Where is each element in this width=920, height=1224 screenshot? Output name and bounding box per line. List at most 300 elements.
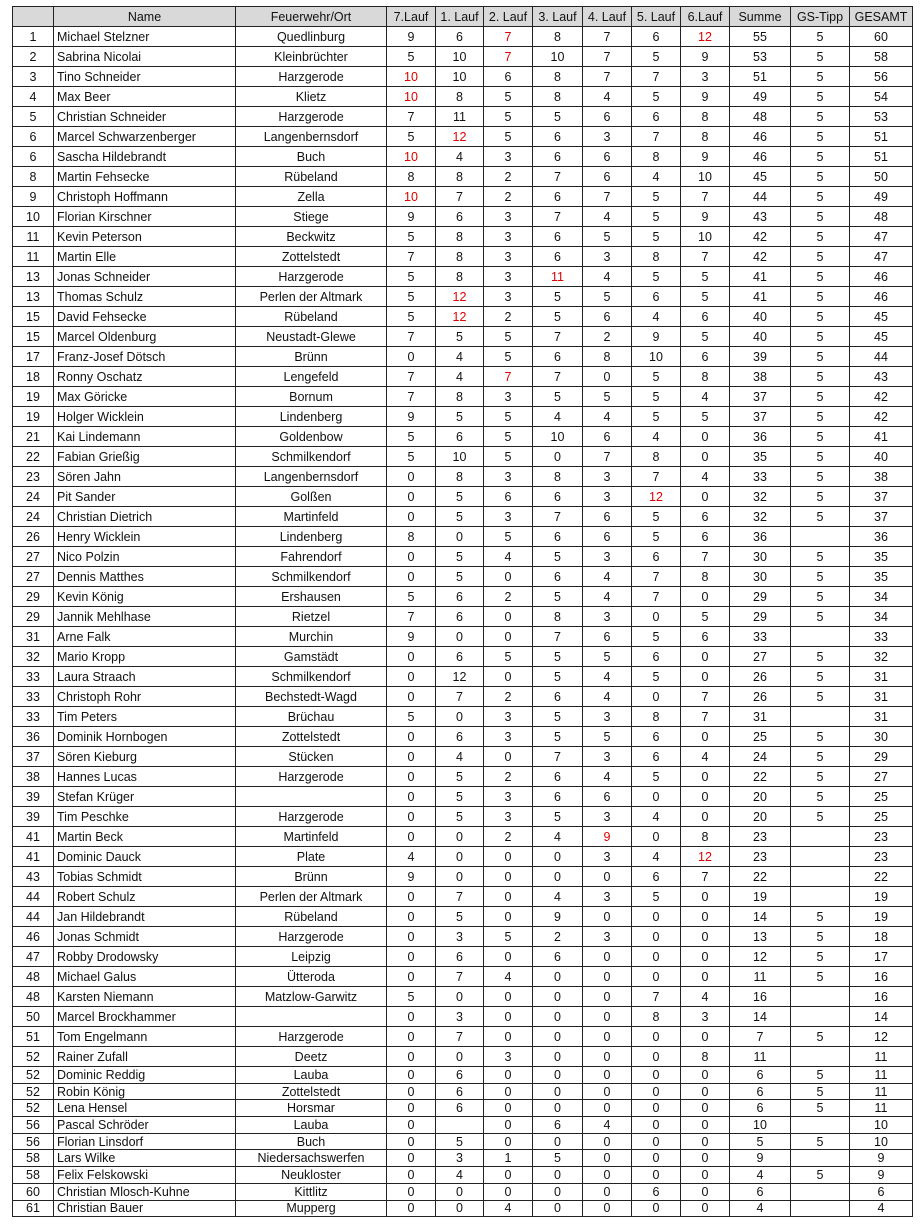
cell-name: Felix Felskowski (54, 1167, 236, 1184)
cell-fire-brigade: Harzgerode (236, 107, 387, 127)
cell-run-6: 0 (681, 427, 730, 447)
cell-run-1: 8 (436, 87, 484, 107)
table-row (13, 467, 913, 487)
cell-run-3: 0 (533, 1007, 583, 1027)
cell-fire-brigade: Plate (236, 847, 387, 867)
cell-run-5: 0 (632, 1083, 681, 1100)
cell-run-3: 6 (533, 787, 583, 807)
cell-sum: 37 (730, 387, 791, 407)
cell-run-1: 6 (436, 1100, 484, 1117)
cell-fire-brigade: Zottelstedt (236, 247, 387, 267)
cell-rank: 29 (13, 607, 54, 627)
cell-run-6: 6 (681, 307, 730, 327)
cell-gs-tip (791, 987, 850, 1007)
cell-total: 19 (850, 907, 913, 927)
cell-run-2: 5 (484, 327, 533, 347)
cell-rank: 38 (13, 767, 54, 787)
cell-run-1: 7 (436, 967, 484, 987)
cell-run-2: 0 (484, 567, 533, 587)
cell-run-6: 0 (681, 1150, 730, 1167)
cell-name: Michael Galus (54, 967, 236, 987)
cell-run-5: 0 (632, 1027, 681, 1047)
cell-run-7: 7 (387, 327, 436, 347)
cell-run-6: 0 (681, 787, 730, 807)
cell-run-3: 6 (533, 1117, 583, 1134)
cell-rank: 58 (13, 1150, 54, 1167)
cell-run-2: 7 (484, 367, 533, 387)
cell-fire-brigade: Lengefeld (236, 367, 387, 387)
cell-rank: 11 (13, 247, 54, 267)
cell-run-7: 7 (387, 247, 436, 267)
table-row (13, 407, 913, 427)
cell-run-1: 3 (436, 927, 484, 947)
cell-rank: 43 (13, 867, 54, 887)
cell-run-3: 6 (533, 567, 583, 587)
cell-fire-brigade: Beckwitz (236, 227, 387, 247)
cell-run-6: 4 (681, 747, 730, 767)
cell-gs-tip: 5 (791, 1100, 850, 1117)
cell-gs-tip: 5 (791, 607, 850, 627)
cell-total: 35 (850, 567, 913, 587)
cell-run-2: 0 (484, 987, 533, 1007)
cell-run-4: 3 (583, 547, 632, 567)
cell-run-1: 6 (436, 947, 484, 967)
cell-total: 58 (850, 47, 913, 67)
cell-run-4: 0 (583, 1167, 632, 1184)
cell-run-4: 4 (583, 207, 632, 227)
cell-sum: 53 (730, 47, 791, 67)
cell-name: Christian Mlosch-Kuhne (54, 1183, 236, 1200)
cell-run-6: 0 (681, 727, 730, 747)
table-row (13, 47, 913, 67)
cell-rank: 22 (13, 447, 54, 467)
cell-run-1: 7 (436, 887, 484, 907)
cell-fire-brigade: Lauba (236, 1117, 387, 1134)
cell-run-5: 5 (632, 387, 681, 407)
cell-gs-tip: 5 (791, 147, 850, 167)
cell-name: Florian Kirschner (54, 207, 236, 227)
cell-name: Henry Wicklein (54, 527, 236, 547)
cell-run-1: 4 (436, 147, 484, 167)
cell-run-6: 8 (681, 827, 730, 847)
cell-run-3: 9 (533, 907, 583, 927)
cell-run-6: 6 (681, 347, 730, 367)
cell-name: Nico Polzin (54, 547, 236, 567)
cell-run-5: 5 (632, 767, 681, 787)
cell-run-5: 6 (632, 867, 681, 887)
cell-run-4: 7 (583, 67, 632, 87)
cell-total: 51 (850, 127, 913, 147)
table-row (13, 307, 913, 327)
table-row (13, 587, 913, 607)
cell-run-4: 3 (583, 847, 632, 867)
cell-name: Mario Kropp (54, 647, 236, 667)
cell-run-1: 0 (436, 847, 484, 867)
cell-run-1: 10 (436, 67, 484, 87)
cell-total: 47 (850, 227, 913, 247)
cell-total: 40 (850, 447, 913, 467)
cell-run-6: 0 (681, 887, 730, 907)
cell-name: Franz-Josef Dötsch (54, 347, 236, 367)
cell-run-7: 0 (387, 1167, 436, 1184)
cell-run-6: 7 (681, 687, 730, 707)
cell-run-1: 5 (436, 487, 484, 507)
cell-run-4: 7 (583, 27, 632, 47)
cell-run-5: 0 (632, 1100, 681, 1117)
cell-fire-brigade (236, 787, 387, 807)
cell-fire-brigade: Lauba (236, 1067, 387, 1084)
cell-sum: 6 (730, 1067, 791, 1084)
cell-name: Jonas Schneider (54, 267, 236, 287)
cell-run-7: 10 (387, 67, 436, 87)
table-row (13, 1167, 913, 1184)
cell-run-3: 6 (533, 187, 583, 207)
cell-total: 17 (850, 947, 913, 967)
cell-run-6: 8 (681, 367, 730, 387)
cell-total: 25 (850, 807, 913, 827)
cell-name: Stefan Krüger (54, 787, 236, 807)
cell-run-1: 8 (436, 387, 484, 407)
cell-fire-brigade: Ershausen (236, 587, 387, 607)
cell-run-7: 5 (387, 587, 436, 607)
cell-run-3: 0 (533, 1083, 583, 1100)
cell-run-6: 8 (681, 1047, 730, 1067)
cell-run-3: 5 (533, 287, 583, 307)
table-row (13, 1100, 913, 1117)
cell-rank: 1 (13, 27, 54, 47)
cell-name: Lena Hensel (54, 1100, 236, 1117)
cell-sum: 46 (730, 127, 791, 147)
cell-run-4: 4 (583, 687, 632, 707)
cell-fire-brigade: Brünn (236, 347, 387, 367)
cell-fire-brigade: Rietzel (236, 607, 387, 627)
cell-name: Marcel Schwarzenberger (54, 127, 236, 147)
cell-run-3: 0 (533, 1067, 583, 1084)
cell-run-3: 8 (533, 467, 583, 487)
cell-run-6: 5 (681, 407, 730, 427)
cell-run-7: 0 (387, 487, 436, 507)
cell-gs-tip: 5 (791, 547, 850, 567)
table-row (13, 1083, 913, 1100)
cell-name: Robin König (54, 1083, 236, 1100)
cell-run-7: 10 (387, 87, 436, 107)
cell-run-5: 0 (632, 967, 681, 987)
cell-run-3: 5 (533, 387, 583, 407)
cell-rank: 44 (13, 907, 54, 927)
cell-run-3: 5 (533, 307, 583, 327)
cell-rank: 6 (13, 127, 54, 147)
cell-run-2: 0 (484, 1007, 533, 1027)
cell-run-4: 0 (583, 867, 632, 887)
cell-run-6: 0 (681, 647, 730, 667)
cell-run-2: 0 (484, 607, 533, 627)
table-row (13, 67, 913, 87)
cell-total: 9 (850, 1167, 913, 1184)
cell-run-6: 0 (681, 947, 730, 967)
cell-run-4: 0 (583, 1183, 632, 1200)
cell-sum: 4 (730, 1200, 791, 1217)
cell-run-3: 7 (533, 747, 583, 767)
cell-run-1: 0 (436, 827, 484, 847)
cell-run-6: 0 (681, 1117, 730, 1134)
cell-run-2: 0 (484, 1167, 533, 1184)
cell-fire-brigade: Bornum (236, 387, 387, 407)
cell-run-7: 5 (387, 447, 436, 467)
table-row (13, 647, 913, 667)
cell-total: 34 (850, 587, 913, 607)
table-row (13, 167, 913, 187)
cell-sum: 6 (730, 1100, 791, 1117)
cell-run-7: 0 (387, 747, 436, 767)
cell-run-4: 6 (583, 507, 632, 527)
table-row (13, 347, 913, 367)
cell-run-2: 5 (484, 527, 533, 547)
cell-run-6: 7 (681, 867, 730, 887)
cell-gs-tip: 5 (791, 1067, 850, 1084)
cell-run-2: 5 (484, 347, 533, 367)
cell-run-6: 0 (681, 927, 730, 947)
cell-run-5: 0 (632, 1067, 681, 1084)
cell-name: Pascal Schröder (54, 1117, 236, 1134)
cell-run-4: 0 (583, 947, 632, 967)
cell-sum: 11 (730, 967, 791, 987)
cell-run-3: 6 (533, 767, 583, 787)
cell-run-5: 5 (632, 627, 681, 647)
cell-run-1: 11 (436, 107, 484, 127)
column-header-fire-brigade: Feuerwehr/Ort (236, 7, 387, 27)
cell-sum: 7 (730, 1027, 791, 1047)
cell-run-6: 7 (681, 707, 730, 727)
cell-rank: 41 (13, 847, 54, 867)
cell-rank: 29 (13, 587, 54, 607)
cell-gs-tip: 5 (791, 67, 850, 87)
table-row (13, 747, 913, 767)
cell-run-1: 5 (436, 1133, 484, 1150)
cell-run-6: 0 (681, 1027, 730, 1047)
cell-run-1: 7 (436, 187, 484, 207)
cell-rank: 23 (13, 467, 54, 487)
cell-total: 31 (850, 707, 913, 727)
cell-run-3: 11 (533, 267, 583, 287)
cell-run-5: 7 (632, 567, 681, 587)
cell-run-6: 4 (681, 467, 730, 487)
cell-total: 43 (850, 367, 913, 387)
table-row (13, 927, 913, 947)
cell-run-4: 5 (583, 227, 632, 247)
cell-fire-brigade: Gamstädt (236, 647, 387, 667)
cell-gs-tip: 5 (791, 647, 850, 667)
cell-fire-brigade: Deetz (236, 1047, 387, 1067)
cell-gs-tip: 5 (791, 127, 850, 147)
cell-run-3: 7 (533, 627, 583, 647)
cell-fire-brigade: Matzlow-Garwitz (236, 987, 387, 1007)
cell-name: Ronny Oschatz (54, 367, 236, 387)
cell-run-3: 0 (533, 847, 583, 867)
cell-run-2: 3 (484, 807, 533, 827)
cell-total: 25 (850, 787, 913, 807)
cell-run-1: 3 (436, 1150, 484, 1167)
cell-fire-brigade: Zottelstedt (236, 1083, 387, 1100)
cell-sum: 35 (730, 447, 791, 467)
cell-run-3: 0 (533, 447, 583, 467)
cell-name: Tom Engelmann (54, 1027, 236, 1047)
cell-run-5: 4 (632, 847, 681, 867)
cell-total: 10 (850, 1133, 913, 1150)
cell-run-5: 6 (632, 107, 681, 127)
table-row (13, 1150, 913, 1167)
cell-total: 19 (850, 887, 913, 907)
cell-fire-brigade: Rübeland (236, 907, 387, 927)
cell-rank: 6 (13, 147, 54, 167)
cell-gs-tip: 5 (791, 407, 850, 427)
cell-name: Jan Hildebrandt (54, 907, 236, 927)
cell-sum: 32 (730, 507, 791, 527)
cell-gs-tip: 5 (791, 467, 850, 487)
table-row (13, 287, 913, 307)
cell-run-2: 0 (484, 1100, 533, 1117)
cell-run-6: 0 (681, 1100, 730, 1117)
cell-run-1: 6 (436, 1067, 484, 1084)
cell-run-1: 6 (436, 607, 484, 627)
cell-rank: 5 (13, 107, 54, 127)
cell-run-5: 6 (632, 547, 681, 567)
cell-run-2: 0 (484, 907, 533, 927)
column-header-run-6: 6.Lauf (681, 7, 730, 27)
cell-run-5: 0 (632, 927, 681, 947)
cell-rank: 33 (13, 707, 54, 727)
cell-run-6: 9 (681, 207, 730, 227)
cell-run-5: 5 (632, 367, 681, 387)
cell-run-4: 6 (583, 107, 632, 127)
cell-run-1: 6 (436, 427, 484, 447)
cell-run-7: 0 (387, 1183, 436, 1200)
cell-gs-tip: 5 (791, 947, 850, 967)
cell-fire-brigade: Quedlinburg (236, 27, 387, 47)
cell-total: 6 (850, 1183, 913, 1200)
cell-gs-tip: 5 (791, 227, 850, 247)
cell-run-3: 6 (533, 527, 583, 547)
cell-run-4: 4 (583, 767, 632, 787)
cell-run-5: 6 (632, 747, 681, 767)
cell-gs-tip: 5 (791, 507, 850, 527)
cell-run-3: 5 (533, 707, 583, 727)
table-row (13, 787, 913, 807)
cell-gs-tip: 5 (791, 567, 850, 587)
cell-run-7: 0 (387, 1067, 436, 1084)
cell-run-1: 8 (436, 227, 484, 247)
cell-run-2: 7 (484, 27, 533, 47)
cell-name: Sascha Hildebrandt (54, 147, 236, 167)
cell-run-4: 4 (583, 667, 632, 687)
cell-gs-tip: 5 (791, 327, 850, 347)
cell-run-7: 10 (387, 147, 436, 167)
cell-run-4: 3 (583, 927, 632, 947)
cell-run-5: 4 (632, 307, 681, 327)
cell-run-5: 0 (632, 687, 681, 707)
cell-run-1: 5 (436, 507, 484, 527)
cell-run-7: 8 (387, 527, 436, 547)
cell-run-5: 9 (632, 327, 681, 347)
cell-total: 16 (850, 987, 913, 1007)
table-row (13, 947, 913, 967)
cell-run-7: 5 (387, 427, 436, 447)
cell-run-2: 0 (484, 867, 533, 887)
cell-run-3: 5 (533, 807, 583, 827)
cell-fire-brigade: Brüchau (236, 707, 387, 727)
cell-run-6: 6 (681, 627, 730, 647)
column-header-run-4: 4. Lauf (583, 7, 632, 27)
cell-run-3: 10 (533, 427, 583, 447)
cell-fire-brigade: Schmilkendorf (236, 667, 387, 687)
cell-total: 33 (850, 627, 913, 647)
cell-run-3: 5 (533, 667, 583, 687)
cell-rank: 61 (13, 1200, 54, 1217)
cell-total: 12 (850, 1027, 913, 1047)
cell-gs-tip: 5 (791, 767, 850, 787)
cell-gs-tip: 5 (791, 447, 850, 467)
cell-rank: 41 (13, 827, 54, 847)
cell-run-6: 0 (681, 807, 730, 827)
cell-run-1: 0 (436, 1200, 484, 1217)
cell-run-2: 3 (484, 727, 533, 747)
cell-total: 27 (850, 767, 913, 787)
cell-run-6: 7 (681, 547, 730, 567)
cell-total: 35 (850, 547, 913, 567)
cell-run-2: 5 (484, 647, 533, 667)
cell-gs-tip (791, 827, 850, 847)
cell-run-4: 0 (583, 1083, 632, 1100)
cell-run-2: 3 (484, 707, 533, 727)
cell-rank: 18 (13, 367, 54, 387)
cell-run-2: 0 (484, 1067, 533, 1084)
cell-name: Dominic Dauck (54, 847, 236, 867)
table-row (13, 667, 913, 687)
cell-sum: 23 (730, 847, 791, 867)
table-row (13, 187, 913, 207)
cell-run-4: 0 (583, 367, 632, 387)
cell-name: Robby Drodowsky (54, 947, 236, 967)
cell-fire-brigade: Kleinbrüchter (236, 47, 387, 67)
table-row (13, 1117, 913, 1134)
cell-gs-tip: 5 (791, 1027, 850, 1047)
cell-run-4: 3 (583, 467, 632, 487)
cell-fire-brigade: Schmilkendorf (236, 447, 387, 467)
cell-run-3: 5 (533, 1150, 583, 1167)
cell-run-4: 0 (583, 1027, 632, 1047)
cell-run-6: 9 (681, 47, 730, 67)
table-row (13, 907, 913, 927)
cell-run-3: 6 (533, 227, 583, 247)
table-row (13, 627, 913, 647)
cell-sum: 41 (730, 267, 791, 287)
cell-total: 10 (850, 1117, 913, 1134)
cell-run-1: 5 (436, 787, 484, 807)
cell-run-5: 7 (632, 987, 681, 1007)
cell-gs-tip: 5 (791, 427, 850, 447)
cell-gs-tip: 5 (791, 687, 850, 707)
cell-run-4: 4 (583, 407, 632, 427)
cell-name: Michael Stelzner (54, 27, 236, 47)
cell-run-7: 0 (387, 1083, 436, 1100)
cell-name: Christoph Rohr (54, 687, 236, 707)
cell-run-5: 8 (632, 147, 681, 167)
cell-rank: 24 (13, 487, 54, 507)
cell-sum: 45 (730, 167, 791, 187)
cell-rank: 48 (13, 987, 54, 1007)
cell-total: 54 (850, 87, 913, 107)
cell-run-3: 4 (533, 407, 583, 427)
cell-run-3: 6 (533, 947, 583, 967)
